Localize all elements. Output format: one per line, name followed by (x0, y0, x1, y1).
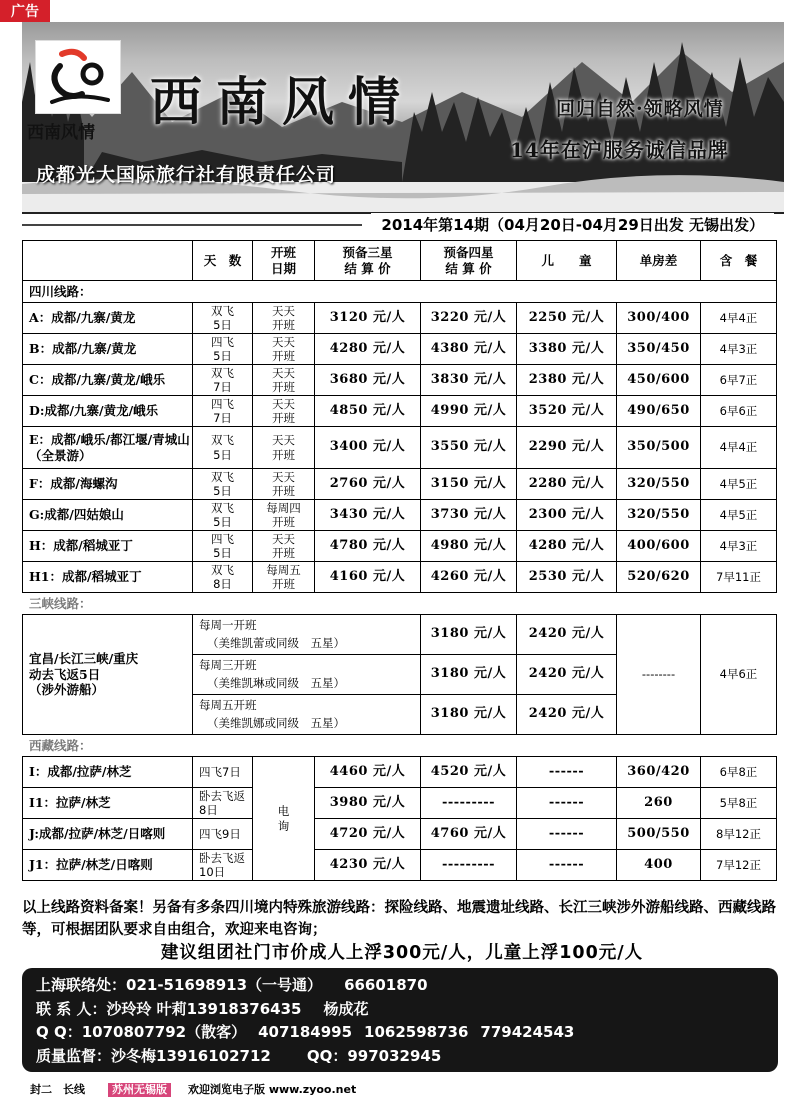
price-child: ------ (517, 850, 617, 881)
price-4star: 3730 元/人 (421, 500, 517, 531)
price-4star: 4990 元/人 (421, 396, 517, 427)
price-4star: 4260 元/人 (421, 562, 517, 593)
price-child: 2300 元/人 (517, 500, 617, 531)
header-schedule: 开班 日期 (253, 241, 315, 281)
single-room-supplement: 300/400 (617, 303, 701, 334)
price-4star: --------- (421, 850, 517, 881)
header-route (23, 241, 193, 281)
price-table (22, 240, 777, 881)
single-room-supplement: 260 (617, 788, 701, 819)
price-3star: 3120 元/人 (315, 303, 421, 334)
price-3star: 4160 元/人 (315, 562, 421, 593)
route-name: B：成都/九寨/黄龙 (23, 334, 193, 365)
price-child: 2380 元/人 (517, 365, 617, 396)
meals-included: 7早11正 (701, 562, 777, 593)
office-phone: 021-51698913（一号通） (126, 976, 323, 994)
cruise-ship: （美维凯娜或同级 五星） (207, 715, 345, 730)
price-child: 2420 元/人 (517, 655, 617, 695)
header-banner (22, 22, 784, 214)
issue-bar (0, 213, 784, 237)
header-star3: 预备三星 结 算 价 (315, 241, 421, 281)
route-days: 双飞 7日 (193, 365, 253, 396)
price-3star: 4280 元/人 (315, 334, 421, 365)
cruise-departure: 每周一开班 (199, 617, 257, 632)
section-title-sichuan: 四川线路： (23, 281, 777, 303)
single-room-supplement: 500/550 (617, 819, 701, 850)
ad-tag: 广告 (0, 0, 50, 22)
table-row (23, 500, 777, 531)
table-row (23, 615, 777, 655)
route-schedule: 每周四 开班 (253, 500, 315, 531)
person1: 沙玲玲 叶莉13918376435 (106, 999, 302, 1018)
price-child: 4280 元/人 (517, 531, 617, 562)
price-3star: 4230 元/人 (315, 850, 421, 881)
office-label: 上海联络处： (36, 976, 127, 994)
price-3star: 4720 元/人 (315, 819, 421, 850)
price-4star: 4760 元/人 (421, 819, 517, 850)
price-4star: 3830 元/人 (421, 365, 517, 396)
contact-box (22, 968, 778, 1072)
quality-person: 沙冬梅13916102712 (111, 1046, 271, 1065)
route-days: 四飞 7日 (193, 396, 253, 427)
route-days: 卧去飞返8日 (193, 788, 253, 819)
cruise-departure: 每周五开班 (199, 697, 257, 712)
table-row (23, 819, 777, 850)
footer-website-link[interactable]: 欢迎浏览电子版 www.zyoo.net (188, 1083, 357, 1096)
footer (0, 1080, 800, 1100)
price-4star: 4980 元/人 (421, 531, 517, 562)
route-days: 四飞7日 (193, 757, 253, 788)
price-child: 3520 元/人 (517, 396, 617, 427)
price-child: 3380 元/人 (517, 334, 617, 365)
price-3star: 3400 元/人 (315, 427, 421, 469)
single-room-supplement: 400 (617, 850, 701, 881)
route-days: 四飞9日 (193, 819, 253, 850)
header-child: 儿 童 (517, 241, 617, 281)
table-row (23, 396, 777, 427)
meals-included: 4早6正 (701, 615, 777, 735)
contact-quality-row (36, 1045, 764, 1069)
logo-text: 西南风情 (27, 123, 95, 143)
route-days: 双飞 8日 (193, 562, 253, 593)
brand-logo (35, 40, 121, 114)
price-child: ------ (517, 819, 617, 850)
price-child: 2280 元/人 (517, 469, 617, 500)
table-row (23, 757, 777, 788)
price-child: 2420 元/人 (517, 615, 617, 655)
company-name: 成都光大国际旅行社有限责任公司 (36, 164, 337, 186)
price-cruise: 3180 元/人 (421, 695, 517, 735)
price-3star: 3430 元/人 (315, 500, 421, 531)
contact-office-row (36, 974, 764, 998)
table-row (23, 334, 777, 365)
meals-included: 4早5正 (701, 500, 777, 531)
contact-person-row (36, 998, 764, 1022)
route-name: I1：拉萨/林芝 (23, 788, 193, 819)
price-3star: 3680 元/人 (315, 365, 421, 396)
single-room-supplement: 520/620 (617, 562, 701, 593)
person2: 杨成花 (323, 999, 369, 1018)
route-schedule: 天天 开班 (253, 531, 315, 562)
single-room-supplement: 350/500 (617, 427, 701, 469)
single-room-supplement: 360/420 (617, 757, 701, 788)
meals-included: 4早3正 (701, 531, 777, 562)
route-days: 卧去飞返10日 (193, 850, 253, 881)
route-name: E：成都/峨乐/都江堰/青城山（全景游） (23, 427, 193, 469)
route-name: C：成都/九寨/黄龙/峨乐 (23, 365, 193, 396)
section-title-xizang: 西藏线路： (23, 735, 777, 757)
single-room-supplement: 320/550 (617, 469, 701, 500)
route-schedule: 天天 开班 (253, 396, 315, 427)
cruise-schedule (193, 695, 421, 735)
route-name: 宜昌/长江三峡/重庆 动去飞返5日 （涉外游船） (23, 615, 193, 735)
route-name: F：成都/海螺沟 (23, 469, 193, 500)
price-4star: 4520 元/人 (421, 757, 517, 788)
route-name: H1：成都/稻城亚丁 (23, 562, 193, 593)
meals-included: 5早8正 (701, 788, 777, 819)
route-days: 四飞 5日 (193, 334, 253, 365)
header-days: 天 数 (193, 241, 253, 281)
section-title-sanxia: 三峡线路： (23, 593, 777, 615)
cruise-ship: （美维凯琳或同级 五星） (207, 675, 345, 690)
notes-price-advice: 建议组团社门市价成人上浮300元/人，儿童上浮100元/人 (160, 943, 644, 963)
page-title: 西南风情 (150, 72, 415, 133)
single-room-supplement: 320/550 (617, 500, 701, 531)
price-child: 2420 元/人 (517, 695, 617, 735)
person-label: 联 系 人： (36, 999, 107, 1018)
slogan: 回归自然·领略风情 (556, 98, 724, 120)
meals-included: 7早12正 (701, 850, 777, 881)
price-4star: 3550 元/人 (421, 427, 517, 469)
route-schedule: 天天 开班 (253, 303, 315, 334)
price-3star: 3980 元/人 (315, 788, 421, 819)
meals-included: 4早5正 (701, 469, 777, 500)
table-row (23, 850, 777, 881)
meals-included: 4早3正 (701, 334, 777, 365)
qq3: 1062598736 (364, 1023, 469, 1041)
swirl-logo-icon (42, 46, 114, 108)
single-room-supplement: -------- (617, 615, 701, 735)
quality-qq-label: QQ： (306, 1046, 348, 1065)
route-name: A：成都/九寨/黄龙 (23, 303, 193, 334)
contact-qq-row (36, 1021, 764, 1045)
single-room-supplement: 350/450 (617, 334, 701, 365)
route-name: G:成都/四姑娘山 (23, 500, 193, 531)
header-meals: 含 餐 (701, 241, 777, 281)
price-4star: 4380 元/人 (421, 334, 517, 365)
price-child: 2530 元/人 (517, 562, 617, 593)
meals-included: 6早8正 (701, 757, 777, 788)
meals-included: 6早7正 (701, 365, 777, 396)
route-name: D:成都/九寨/黄龙/峨乐 (23, 396, 193, 427)
table-row (23, 788, 777, 819)
route-days: 双飞 5日 (193, 427, 253, 469)
cruise-schedule (193, 615, 421, 655)
route-days: 双飞 5日 (193, 500, 253, 531)
table-row (23, 427, 777, 469)
price-4star: 3220 元/人 (421, 303, 517, 334)
single-room-supplement: 490/650 (617, 396, 701, 427)
qq-label: Q Q： (36, 1023, 82, 1041)
route-schedule: 每周五 开班 (253, 562, 315, 593)
header-star4: 预备四星 结 算 价 (421, 241, 517, 281)
header-single: 单房差 (617, 241, 701, 281)
price-4star: --------- (421, 788, 517, 819)
table-row (23, 562, 777, 593)
route-name: I：成都/拉萨/林芝 (23, 757, 193, 788)
meals-included: 4早4正 (701, 303, 777, 334)
price-child: ------ (517, 757, 617, 788)
footer-edition: 苏州无锡版 (108, 1083, 171, 1097)
route-name: H：成都/稻城亚丁 (23, 531, 193, 562)
price-child: ------ (517, 788, 617, 819)
route-name: J:成都/拉萨/林芝/日喀则 (23, 819, 193, 850)
price-4star: 3150 元/人 (421, 469, 517, 500)
price-3star: 4850 元/人 (315, 396, 421, 427)
route-schedule: 天天 开班 (253, 469, 315, 500)
quality-label: 质量监督： (36, 1046, 112, 1065)
route-days: 四飞 5日 (193, 531, 253, 562)
quality-qq: 997032945 (347, 1046, 442, 1065)
notes (22, 897, 782, 964)
cruise-schedule (193, 655, 421, 695)
issue-info: 2014年第14期（04月20日-04月29日出发 无锡出发） (371, 213, 774, 237)
notes-line1: 以上线路资料备案！另备有多条四川境内特殊旅游线路：探险线路、地震遗址线路、长江三峡涉外游船线路、西藏线路等，可根据团队要求自由组合，欢迎来电咨询； (22, 900, 776, 938)
price-child: 2290 元/人 (517, 427, 617, 469)
single-room-supplement: 450/600 (617, 365, 701, 396)
price-3star: 4460 元/人 (315, 757, 421, 788)
route-name: J1：拉萨/林芝/日喀则 (23, 850, 193, 881)
price-cruise: 3180 元/人 (421, 655, 517, 695)
price-cruise: 3180 元/人 (421, 615, 517, 655)
table-row (23, 365, 777, 396)
cruise-departure: 每周三开班 (199, 657, 257, 672)
cruise-ship: （美维凯蕾或同级 五星） (207, 635, 345, 650)
meals-included: 4早4正 (701, 427, 777, 469)
inquiry-note: 电 询 (253, 757, 315, 881)
route-days: 双飞 5日 (193, 303, 253, 334)
price-3star: 4780 元/人 (315, 531, 421, 562)
route-days: 双飞 5日 (193, 469, 253, 500)
qq4: 779424543 (480, 1023, 575, 1041)
qq2: 407184995 (258, 1023, 353, 1041)
table-row (23, 469, 777, 500)
table-header-row (23, 241, 777, 281)
table-row (23, 303, 777, 334)
meals-included: 8早12正 (701, 819, 777, 850)
qq1: 1070807792（散客） (81, 1023, 247, 1041)
footer-label: 封二 长线 (30, 1083, 85, 1096)
brand-statement: 14年在沪服务诚信品牌 (510, 138, 729, 162)
route-schedule: 天天 开班 (253, 427, 315, 469)
price-child: 2250 元/人 (517, 303, 617, 334)
meals-included: 6早6正 (701, 396, 777, 427)
route-schedule: 天天 开班 (253, 365, 315, 396)
price-3star: 2760 元/人 (315, 469, 421, 500)
table-row (23, 531, 777, 562)
single-room-supplement: 400/600 (617, 531, 701, 562)
office-phone2: 66601870 (344, 976, 428, 994)
route-schedule: 天天 开班 (253, 334, 315, 365)
